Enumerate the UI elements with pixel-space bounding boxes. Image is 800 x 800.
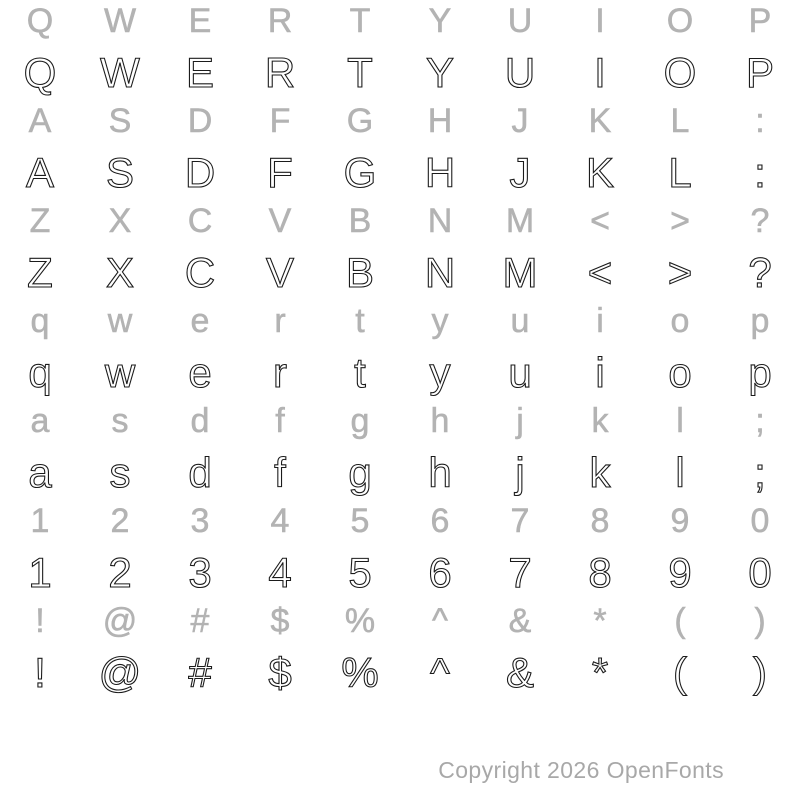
glyph-cell: E <box>185 49 214 96</box>
glyph-cell: ; <box>755 402 765 440</box>
glyph-cell: l <box>675 449 685 496</box>
specimen-row-13-medium <box>0 596 800 646</box>
glyph-cell: F <box>269 102 291 140</box>
glyph-cell: # <box>188 649 212 696</box>
glyph-cell: i <box>595 349 605 396</box>
glyph-cell: 2 <box>108 549 132 596</box>
glyph-cell: C <box>187 202 213 240</box>
glyph-cell: 9 <box>670 502 690 540</box>
glyph-cell: u <box>510 302 530 340</box>
glyph-cell: X <box>108 202 132 240</box>
glyph-cell: P <box>745 49 774 96</box>
glyph-cell: a <box>30 402 50 440</box>
glyph-cell: B <box>345 249 374 296</box>
glyph-cell: t <box>354 349 366 396</box>
glyph-cell: Q <box>23 49 57 96</box>
glyph-cell: g <box>348 449 372 496</box>
glyph-cell: W <box>100 49 140 96</box>
glyph-cell: D <box>187 102 213 140</box>
specimen-row-5-medium <box>0 196 800 246</box>
glyph-cell: F <box>267 149 293 196</box>
specimen-row-10-thin <box>0 448 800 498</box>
glyph-cell: ( <box>674 602 686 640</box>
glyph-cell: S <box>108 102 132 140</box>
glyph-cell: ^ <box>432 602 448 640</box>
glyph-cell: H <box>427 102 453 140</box>
glyph-cell: 5 <box>350 502 370 540</box>
glyph-cell: * <box>591 649 609 696</box>
specimen-row-11-medium <box>0 496 800 546</box>
glyph-cell: J <box>511 102 529 140</box>
glyph-cell: M <box>505 202 535 240</box>
glyph-cell: W <box>103 2 137 40</box>
glyph-cell: ? <box>750 202 770 240</box>
glyph-cell: L <box>670 102 690 140</box>
glyph-cell: G <box>343 149 377 196</box>
glyph-cell: p <box>748 349 772 396</box>
specimen-row-8-thin <box>0 348 800 398</box>
glyph-cell: ! <box>35 602 45 640</box>
glyph-cell: G <box>346 102 374 140</box>
glyph-cell: o <box>670 302 690 340</box>
glyph-cell: w <box>107 302 133 340</box>
glyph-cell: @ <box>98 649 142 696</box>
glyph-cell: Z <box>27 249 53 296</box>
glyph-cell: L <box>668 149 692 196</box>
glyph-cell: R <box>264 49 296 96</box>
glyph-cell: C <box>184 249 216 296</box>
glyph-cell: k <box>589 449 611 496</box>
specimen-row-3-medium <box>0 96 800 146</box>
glyph-cell: V <box>265 249 294 296</box>
glyph-cell: : <box>755 102 765 140</box>
glyph-cell: D <box>184 149 216 196</box>
glyph-cell: U <box>507 2 533 40</box>
glyph-cell: M <box>502 249 538 296</box>
glyph-cell: h <box>430 402 450 440</box>
specimen-row-9-medium <box>0 396 800 446</box>
glyph-cell: O <box>666 2 694 40</box>
glyph-cell: ? <box>748 249 772 296</box>
glyph-cell: R <box>267 2 293 40</box>
glyph-cell: s <box>111 402 129 440</box>
glyph-cell: a <box>28 449 52 496</box>
glyph-cell: e <box>190 302 210 340</box>
glyph-cell: & <box>508 602 532 640</box>
glyph-cell: 4 <box>270 502 290 540</box>
glyph-cell: ( <box>673 649 687 696</box>
glyph-cell: e <box>188 349 212 396</box>
glyph-cell: 8 <box>590 502 610 540</box>
glyph-cell: f <box>274 449 286 496</box>
glyph-cell: N <box>424 249 456 296</box>
glyph-cell: 8 <box>588 549 612 596</box>
glyph-cell: # <box>190 602 210 640</box>
glyph-cell: r <box>274 302 286 340</box>
glyph-cell: 7 <box>510 502 530 540</box>
glyph-cell: 7 <box>508 549 532 596</box>
glyph-cell: > <box>667 249 693 296</box>
specimen-row-14-thin <box>0 648 800 698</box>
glyph-cell: Y <box>425 49 454 96</box>
glyph-cell: 1 <box>30 502 50 540</box>
glyph-cell: E <box>188 2 212 40</box>
glyph-cell: d <box>190 402 210 440</box>
glyph-cell: 5 <box>348 549 372 596</box>
glyph-cell: U <box>504 49 536 96</box>
glyph-cell: X <box>105 249 134 296</box>
glyph-cell: 9 <box>668 549 692 596</box>
glyph-cell: * <box>593 602 607 640</box>
glyph-cell: & <box>505 649 534 696</box>
specimen-row-2-thin <box>0 48 800 98</box>
specimen-row-12-thin <box>0 548 800 598</box>
glyph-cell: Q <box>26 2 54 40</box>
glyph-cell: k <box>591 402 609 440</box>
glyph-cell: q <box>28 349 52 396</box>
glyph-cell: j <box>516 402 524 440</box>
glyph-cell: ^ <box>430 649 450 696</box>
glyph-cell: I <box>594 49 606 96</box>
glyph-cell: < <box>587 249 613 296</box>
glyph-cell: w <box>104 349 136 396</box>
glyph-cell: O <box>663 49 697 96</box>
copyright-text: Copyright 2026 OpenFonts <box>438 757 724 783</box>
glyph-cell: o <box>668 349 692 396</box>
glyph-cell: A <box>25 149 54 196</box>
glyph-cell: q <box>30 302 50 340</box>
glyph-cell: J <box>509 149 531 196</box>
glyph-cell: h <box>428 449 452 496</box>
glyph-cell: Y <box>428 2 452 40</box>
glyph-cell: l <box>676 402 684 440</box>
glyph-cell: 4 <box>268 549 292 596</box>
glyph-cell: P <box>748 2 772 40</box>
glyph-cell: < <box>590 202 610 240</box>
glyph-cell: N <box>427 202 453 240</box>
glyph-cell: t <box>355 302 365 340</box>
glyph-cell: S <box>105 149 134 196</box>
glyph-cell: B <box>348 202 372 240</box>
glyph-cell: % <box>344 602 376 640</box>
glyph-cell: 6 <box>430 502 450 540</box>
glyph-cell: @ <box>102 602 138 640</box>
specimen-row-1-medium <box>0 0 800 46</box>
glyph-cell: ) <box>753 649 767 696</box>
glyph-cell: Z <box>29 202 51 240</box>
glyph-cell: f <box>275 402 285 440</box>
glyph-cell: 0 <box>750 502 770 540</box>
glyph-cell: $ <box>270 602 290 640</box>
glyph-cell: u <box>508 349 532 396</box>
glyph-cell: ! <box>34 649 46 696</box>
glyph-cell: y <box>431 302 449 340</box>
glyph-cell: i <box>596 302 604 340</box>
glyph-cell: ; <box>754 449 766 496</box>
glyph-cell: 2 <box>110 502 130 540</box>
glyph-cell: : <box>754 149 766 196</box>
glyph-cell: ) <box>754 602 766 640</box>
glyph-cell: I <box>595 2 605 40</box>
glyph-cell: H <box>424 149 456 196</box>
glyph-cell: T <box>347 49 373 96</box>
glyph-cell: 3 <box>188 549 212 596</box>
glyph-cell: K <box>588 102 612 140</box>
glyph-cell: g <box>350 402 370 440</box>
glyph-cell: K <box>585 149 614 196</box>
glyph-cell: d <box>188 449 212 496</box>
specimen-row-4-thin <box>0 148 800 198</box>
specimen-row-7-medium <box>0 296 800 346</box>
glyph-cell: 6 <box>428 549 452 596</box>
glyph-cell: 0 <box>748 549 772 596</box>
glyph-cell: r <box>273 349 287 396</box>
glyph-cell: p <box>750 302 770 340</box>
glyph-cell: V <box>268 202 292 240</box>
glyph-cell: A <box>28 102 52 140</box>
glyph-cell: 1 <box>28 549 52 596</box>
glyph-cell: y <box>429 349 451 396</box>
glyph-cell: j <box>515 449 525 496</box>
glyph-cell: % <box>341 649 379 696</box>
specimen-row-6-thin <box>0 248 800 298</box>
glyph-cell: T <box>349 2 371 40</box>
glyph-cell: s <box>109 449 131 496</box>
glyph-cell: 3 <box>190 502 210 540</box>
glyph-cell: $ <box>268 649 292 696</box>
glyph-cell: > <box>670 202 690 240</box>
